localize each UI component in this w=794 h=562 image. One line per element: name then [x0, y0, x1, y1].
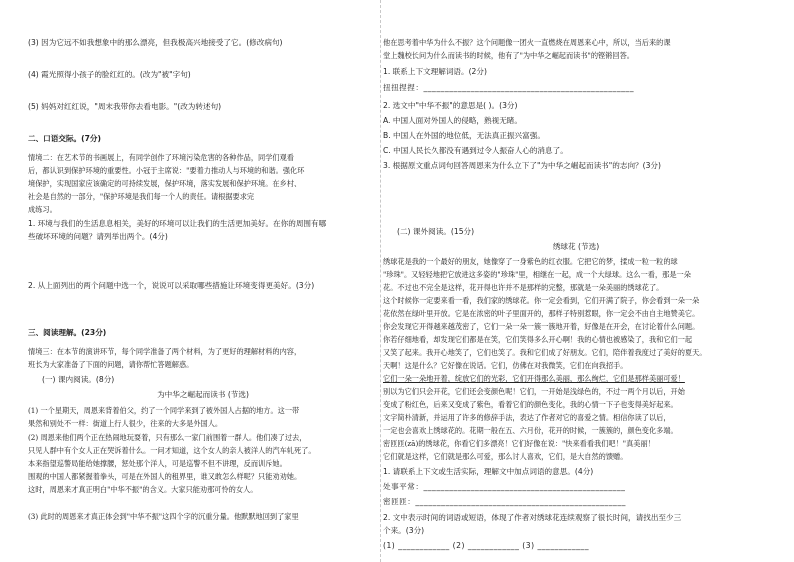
passage-2-line: 这个时候你一定要来看一看，我们家的绣球花。你一定会看到，它们开满了院子，你会看到一朵一朵 [383, 296, 700, 305]
section-2-context-2: 后，都认识到保护环境的重要性。小冠于主席说："要着力推动人与环境的和谐。强化环 [28, 166, 305, 175]
passage-line: 果然和别处不一样：街道上行人很少，往来的大多是外国人。 [28, 419, 223, 428]
passage-2-line: 又笑了起来。我开心地笑了，它们也笑了。我和它们成了好朋友。它们，陪伴着我度过了美好的夏天。 [383, 348, 707, 357]
passage-2-title: 绣球花 (节选) [552, 242, 600, 251]
reading-q1: 1. 联系上下文理解词语。(2分) [383, 67, 487, 76]
passage-2-line: 天啊！这是什么？它好像在说话。它们，仿佛在对我微笑，它们在向我招手。 [383, 361, 628, 370]
passage-line: (1) 一个星期天，周恩来背着伯父，约了一个同学来到了被外国人占据的地方。这一带 [28, 406, 300, 415]
section-2-context-1: 情境二：在艺术节的书画展上，有同学创作了环境污染危害的各种作品，同学们观看 [28, 153, 294, 162]
left-column [28, 0, 378, 562]
subsection-1-title: (一) 课内阅读。(8分) [42, 375, 115, 384]
section-2-q1-line1: 1. 环境与我们的生活息息相关，美好的环境可以让我们的生活更加美好。在你的周围有哪 [28, 219, 327, 228]
subsection-2-title: (二) 课外阅读。(15分) [397, 227, 475, 236]
passage-2-line: 密匝匝(zā)的绣球花，你看它们多漂亮！它们好像在说："快来看看我们吧！"真美丽！ [383, 439, 655, 448]
passage-2-line: 花。不过也不完全是这样，花开得也许并不是那样的完整，那就是一朵美丽的绣球花了。 [383, 283, 664, 292]
passage-2-line: 你若仔细地看，却发现它们都是在笑，它们笑得多么开心啊！我的心情也被感染了，我和它们一起 [383, 335, 693, 344]
section-2-context-4: 社会是自然的一部分，"保护环境是我们每一个人的责任。请根据要求完 [28, 192, 255, 201]
section-2-q1-line2: 些破坏环境的问题？请列举出两个。(4分) [28, 232, 168, 241]
passage-2-q1-answer-a[interactable]: 处事平常：_______________________________________________ [383, 482, 626, 491]
passage-2-q2-line2: 个来。(3分) [383, 526, 425, 535]
passage-2-q2-line1: 2. 文中表示时间的词语或短语，体现了作者对绣球花连续观察了很长时间，请找出至少三 [383, 513, 682, 522]
passage-2-q1: 1. 请联系上下文或生活实际，理解文中加点词语的意思。(4分) [383, 467, 594, 476]
reading-q2-option-c[interactable]: C. 中国人民长久都没有遇到过令人振奋人心的消息了。 [383, 146, 568, 155]
section-2-context-3: 境保护，实现国家应该确定的可持续发展，保护环境，落实发展和保护环境。在乡村、 [28, 179, 302, 188]
passage-line: (3) 此时的周恩来才真正体会到"中华不振"这四个字的沉重分量。他默默地回到了家里 [28, 512, 299, 521]
reading-q3: 3. 根据原文重点词句回答周恩来为什么立下了"为中华之崛起而读书"的志向？(3分) [383, 161, 661, 170]
question-5: (5) 妈妈对红红说，"周末我带你去看电影。"(改为转述句) [28, 102, 222, 111]
section-3-context-1: 情境三：在本节的演讲环节，每个同学准备了两个材料，为了更好的理解材料的内容， [28, 347, 302, 356]
passage-line: 本来指望巡警局能给她撑腰，惩处那个洋人，可是巡警不但不讲理，反而训斥她。 [28, 459, 287, 468]
passage-2-line: 它们就是这样，它们就是那么可爱，那么讨人喜欢，它们，是大自然的馈赠。 [383, 452, 628, 461]
passage-2-line: "珍珠"。又轻轻地把它放进这多姿的"珍珠"里，相继在一起，成一个大绿球。这么一看，那是一朵 [383, 270, 691, 279]
passage-2-q2-blanks[interactable]: (1) ____________ (2) ____________ (3) ____________ [383, 541, 590, 550]
right-column [383, 0, 769, 562]
passage-2-line: 一定也会喜欢上绣球花的。花期一般在五、六月份，花开的时候，一簇簇的，颜色变化多端。 [383, 426, 678, 435]
section-3-title: 三、阅读理解。(23分) [28, 328, 107, 337]
passage-2-q1-answer-b[interactable]: 密匝匝：_________________________________________________ [383, 497, 626, 506]
passage-line: 只见人群中有个女人正在哭诉着什么。一问才知道，这个女人的亲人被洋人的汽车轧死了。 [28, 446, 316, 455]
passage-line: 这时，周恩来才真正明白"中华不振"的含义。大家只能劝那可怜的女人。 [28, 485, 258, 494]
passage-title: 为中华之崛起而读书 (节选) [157, 390, 249, 399]
section-2-q2: 2. 从上面列出的两个问题中选一个，说说可以采取哪些措施让环境变得更美好。(3分) [28, 281, 315, 290]
section-2-context-5: 成练习。 [28, 205, 57, 214]
passage-2-underlined-line: 它们一朵一朵地开着，绽放它们的光彩，它们开得那么美丽，那么绚烂，它们是那样美丽可爱！ [383, 374, 685, 383]
column-divider [380, 0, 381, 562]
passage-continuation: 堂上魏校长问为什么而读书的时候，他有了"为中华之崛起而读书"的铿锵回答。 [383, 51, 634, 60]
reading-q2-option-a[interactable]: A. 中国人面对外国人的侵略，熟视无睹。 [383, 116, 522, 125]
passage-line: (2) 周恩来他们两个正在热闹地玩耍着，只有那么一家门前围着一群人。他们凑了过去， [28, 433, 307, 442]
passage-line: 围观的中国人都紧握着拳头，可是在外国人的租界里，谁又敢怎么样呢？只能劝劝她。 [28, 472, 302, 481]
passage-2-line: 花依然在绿叶里开放。它是在浓密的叶子里面开的，那样子特别惹眼，你一定会不由自主地赞美它。 [383, 309, 700, 318]
passage-2-line: 变成了粉红色，后来又变成了紫色，看着它们的颜色变化，我的心情一下子也变得美好起来。 [383, 400, 678, 409]
reading-q1-answer-line[interactable]: 扭扭捏捏：_________________________________________________ [383, 83, 635, 92]
section-2-title: 二、口语交际。(7分) [28, 134, 101, 143]
passage-2-line: 别以为它们只会开花，它们还会变颜色呢！它们，一开始是浅绿色的，不过一两个月以后，开始 [383, 387, 685, 396]
section-3-context-2: 班长为大家准备了下面的问题，请你帮忙答题解惑。 [28, 360, 194, 369]
reading-q2: 2. 选文中"中华不振"的意思是( )。(3分) [383, 101, 518, 110]
question-4: (4) 霞光照得小孩子的脸红红的。(改为"被"字句) [28, 70, 191, 79]
passage-2-line: 你会发现它开得越来越茂密了，它们一朵一朵一簇一簇地开着，好像是在开会，在讨论着什么问题。 [383, 322, 700, 331]
passage-2-line: 文字简朴清新，并运用了许多的修辞手法，表达了作者对它的喜爱之情。相信你读了以后， [383, 413, 671, 422]
reading-q2-option-b[interactable]: B. 中国人在外国的地位低，无法真正振兴富强。 [383, 131, 545, 140]
passage-continuation: 他在思考着中华为什么不振？这个问题像一团火一直燃烧在周恩来心中，所以，当后来的课 [383, 38, 671, 47]
question-3: (3) 因为它远不如我想象中的那么漂亮，但我极高兴地接受了它。(修改病句) [28, 38, 283, 47]
passage-2-line: 绣球花是我的一个最好的朋友，她像穿了一身紫色的红衣服。它把它的梦，揉成一粒一粒的球 [383, 257, 678, 266]
